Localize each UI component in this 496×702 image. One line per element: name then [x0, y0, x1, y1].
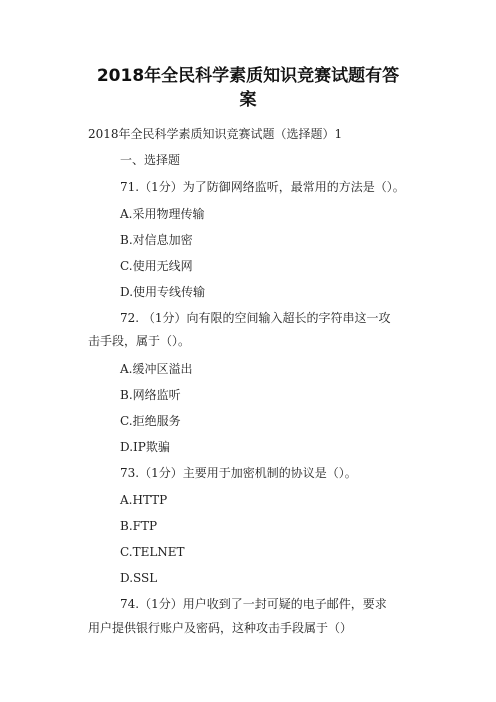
document-subtitle: 2018年全民科学素质知识竞赛试题（选择题）1: [88, 127, 343, 141]
question-71-option-c: C.使用无线网: [120, 259, 193, 273]
question-73-option-a: A.HTTP: [120, 493, 168, 507]
question-72-option-d: D.IP欺骗: [120, 440, 170, 454]
question-72-text: 72. （1分）向有限的空间输入超长的字符串这一攻: [120, 311, 391, 325]
document-title-line-1: 2018年全民科学素质知识竞赛试题有答: [96, 66, 400, 86]
question-71-text: 71.（1分）为了防御网络监听，最常用的方法是（）。: [120, 180, 405, 194]
question-71-option-d: D.使用专线传输: [120, 285, 206, 299]
question-74-text: 74.（1分）用户收到了一封可疑的电子邮件，要求: [120, 597, 387, 611]
question-72-text-continued: 击手段，属于（）。: [88, 334, 191, 348]
question-73-text: 73.（1分）主要用于加密机制的协议是（）。: [120, 466, 357, 480]
question-74-text-continued: 用户提供银行账户及密码，这种攻击手段属于（）: [88, 621, 353, 635]
question-71-option-b: B.对信息加密: [120, 233, 193, 247]
question-71-option-a: A.采用物理传输: [120, 207, 205, 221]
question-72-option-c: C.拒绝服务: [120, 414, 181, 428]
question-73-option-c: C.TELNET: [120, 545, 185, 559]
question-73-option-d: D.SSL: [120, 571, 158, 585]
question-72-option-a: A.缓冲区溢出: [120, 362, 193, 376]
question-73-option-b: B.FTP: [120, 519, 158, 533]
document-title-line-2: 案: [239, 90, 257, 110]
section-heading: 一、选择题: [120, 153, 181, 167]
question-72-option-b: B.网络监听: [120, 388, 181, 402]
